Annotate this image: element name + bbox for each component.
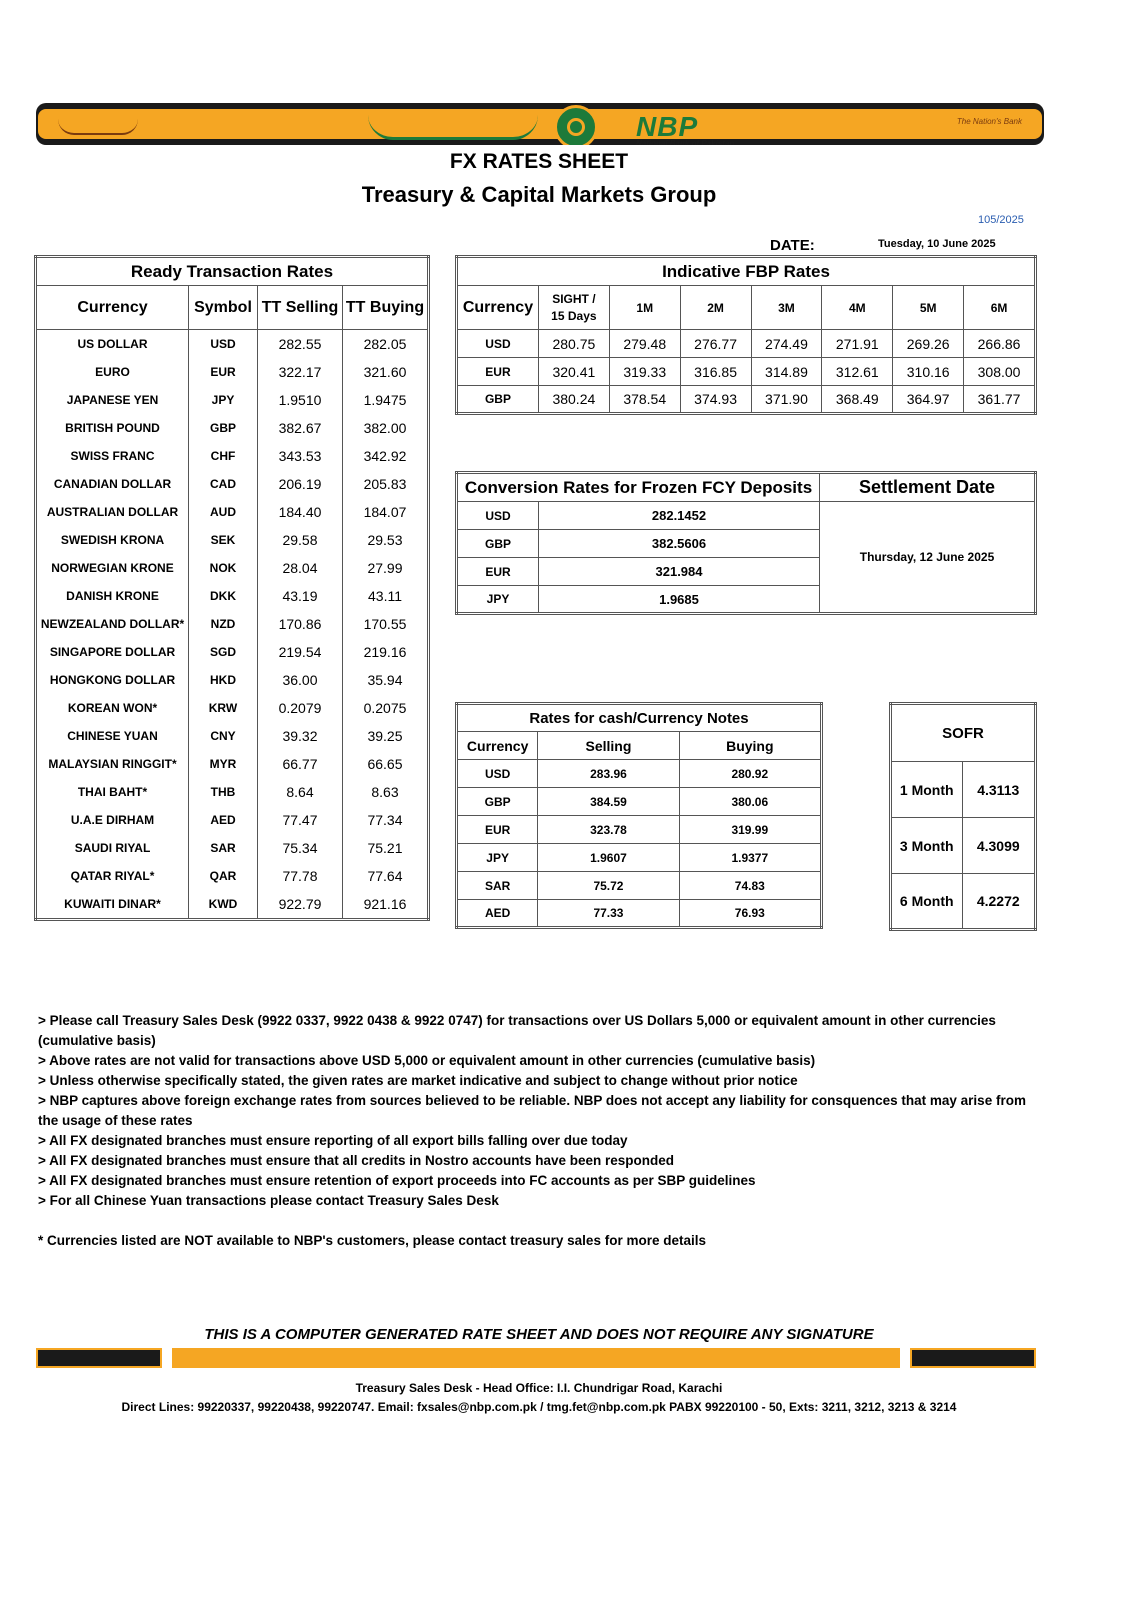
- fbp-rate-value: 308.00: [964, 358, 1036, 386]
- table-row: [457, 330, 1036, 358]
- currency-name: MALAYSIAN RINGGIT*: [36, 750, 189, 778]
- currency-symbol: USD: [189, 330, 258, 359]
- date-label: DATE:: [770, 237, 815, 254]
- table-row: [36, 834, 429, 862]
- tt-selling-value: 322.17: [258, 358, 343, 386]
- cash-selling-value: 1.9607: [538, 844, 679, 872]
- table-row: [36, 750, 429, 778]
- fbp-currency: EUR: [457, 358, 539, 386]
- currency-name: US DOLLAR: [36, 330, 189, 359]
- table-row: [457, 872, 822, 900]
- frozen-row-currency: USD: [457, 502, 539, 530]
- currency-symbol: DKK: [189, 582, 258, 610]
- cash-selling-value: 323.78: [538, 816, 679, 844]
- tt-buying-value: 75.21: [343, 834, 429, 862]
- fbp-rate-value: 319.33: [609, 358, 680, 386]
- tt-buying-value: 27.99: [343, 554, 429, 582]
- note-line: > Please call Treasury Sales Desk (9922 0337, 9922 0438 & 9922 0747) for transactions over US Dollars 5,000 or equivalent amount in other currencies (cumulative basis): [38, 1013, 996, 1048]
- currency-name: JAPANESE YEN: [36, 386, 189, 414]
- currency-name: KOREAN WON*: [36, 694, 189, 722]
- table-row: [36, 694, 429, 722]
- sofr-rate: 4.3113: [962, 762, 1036, 818]
- cash-buying-value: 380.06: [679, 788, 821, 816]
- cash-currency: EUR: [457, 816, 538, 844]
- banner-strip: [38, 109, 1042, 145]
- sofr-tenor: 1 Month: [891, 762, 963, 818]
- table-row: [36, 610, 429, 638]
- tt-buying-value: 205.83: [343, 470, 429, 498]
- cash-buying-value: 319.99: [679, 816, 821, 844]
- tt-selling-value: 184.40: [258, 498, 343, 526]
- date-value: Tuesday, 10 June 2025: [878, 238, 996, 250]
- tt-selling-value: 43.19: [258, 582, 343, 610]
- frozen-row-currency: JPY: [457, 586, 539, 614]
- fbp-col-sight: [538, 286, 609, 330]
- tt-buying-value: 342.92: [343, 442, 429, 470]
- table-row: [36, 470, 429, 498]
- table-row: [36, 526, 429, 554]
- fbp-rate-value: 364.97: [893, 386, 964, 414]
- currency-name: BRITISH POUND: [36, 414, 189, 442]
- fbp-rate-value: 380.24: [538, 386, 609, 414]
- currency-symbol: SGD: [189, 638, 258, 666]
- settlement-title: Settlement Date: [820, 473, 1036, 502]
- fbp-rate-value: 368.49: [822, 386, 893, 414]
- currency-name: SWISS FRANC: [36, 442, 189, 470]
- tt-buying-value: 219.16: [343, 638, 429, 666]
- footer-contacts: Direct Lines: 99220337, 99220438, 99220747. Email: fxsales@nbp.com.pk / tmg.fet@nbp.com.pk PABX 99220100 - 50, Exts: 3211, 3212, 3213 & 3214: [121, 1400, 957, 1414]
- table-row: [457, 900, 822, 928]
- cash-currency: AED: [457, 900, 538, 928]
- fbp-table-title: Indicative FBP Rates: [457, 257, 1036, 286]
- currency-symbol: KWD: [189, 890, 258, 920]
- tt-selling-value: 382.67: [258, 414, 343, 442]
- currency-symbol: EUR: [189, 358, 258, 386]
- fbp-rate-value: 271.91: [822, 330, 893, 358]
- disclaimer: THIS IS A COMPUTER GENERATED RATE SHEET AND DOES NOT REQUIRE ANY SIGNATURE: [204, 1326, 874, 1343]
- fbp-col-1m: 1M: [609, 286, 680, 330]
- footer-bar-middle: [172, 1348, 900, 1368]
- currency-name: QATAR RIYAL*: [36, 862, 189, 890]
- note-line: > For all Chinese Yuan transactions please contact Treasury Sales Desk: [38, 1193, 499, 1208]
- cash-selling-value: 77.33: [538, 900, 679, 928]
- nbp-logo-icon: [554, 105, 598, 145]
- fbp-rate-value: 371.90: [751, 386, 822, 414]
- table-row: [36, 330, 429, 359]
- notes-section: [38, 1011, 1038, 1251]
- sofr-tenor: 3 Month: [891, 818, 963, 874]
- sofr-tenor: 6 Month: [891, 874, 963, 930]
- currency-symbol: CHF: [189, 442, 258, 470]
- tt-buying-value: 382.00: [343, 414, 429, 442]
- fbp-rate-value: 266.86: [964, 330, 1036, 358]
- cash-col-buying: Buying: [679, 732, 821, 760]
- cash-currency: SAR: [457, 872, 538, 900]
- currency-symbol: SAR: [189, 834, 258, 862]
- fbp-rate-value: 280.75: [538, 330, 609, 358]
- fbp-col-sight-line2: 15 Days: [551, 308, 597, 323]
- table-row: [36, 414, 429, 442]
- fbp-currency: USD: [457, 330, 539, 358]
- cash-buying-value: 74.83: [679, 872, 821, 900]
- footer-address: Treasury Sales Desk - Head Office: I.I. Chundrigar Road, Karachi: [355, 1381, 723, 1395]
- tt-buying-value: 184.07: [343, 498, 429, 526]
- sofr-title: SOFR: [891, 704, 1036, 762]
- currency-name: DANISH KRONE: [36, 582, 189, 610]
- cash-col-currency: Currency: [457, 732, 538, 760]
- tt-buying-value: 170.55: [343, 610, 429, 638]
- frozen-fcy-deposits-table: [455, 471, 1037, 615]
- frozen-row-currency: GBP: [457, 530, 539, 558]
- table-row: [891, 818, 1036, 874]
- frozen-table-title: Conversion Rates for Frozen FCY Deposits: [457, 473, 820, 502]
- note-line: > Unless otherwise specifically stated, the given rates are market indicative and subject to change without prior notice: [38, 1073, 798, 1088]
- currency-name: NORWEGIAN KRONE: [36, 554, 189, 582]
- currency-symbol: AED: [189, 806, 258, 834]
- currency-symbol: QAR: [189, 862, 258, 890]
- frozen-row-rate: 1.9685: [539, 586, 820, 614]
- currency-name: THAI BAHT*: [36, 778, 189, 806]
- tt-selling-value: 1.9510: [258, 386, 343, 414]
- tt-selling-value: 36.00: [258, 666, 343, 694]
- page-title: FX RATES SHEET: [449, 150, 629, 173]
- ready-transaction-rates-table: [34, 255, 430, 921]
- fbp-rate-value: 378.54: [609, 386, 680, 414]
- brand-subtitle: National Bank of Pakistan: [636, 139, 735, 145]
- note-line: > All FX designated branches must ensure reporting of all export bills falling over due today: [38, 1133, 628, 1148]
- table-row: [36, 358, 429, 386]
- tagline: The Nation's Bank: [956, 117, 1022, 126]
- sheet-number: 105/2025: [978, 214, 1024, 226]
- fbp-col-4m: 4M: [822, 286, 893, 330]
- currency-name: SWEDISH KRONA: [36, 526, 189, 554]
- table-row: [36, 554, 429, 582]
- fbp-rate-value: 274.49: [751, 330, 822, 358]
- table-row: [36, 806, 429, 834]
- table-row: [891, 874, 1036, 930]
- urdu-logotype: [368, 115, 538, 140]
- table-row: [457, 816, 822, 844]
- fbp-rate-value: 269.26: [893, 330, 964, 358]
- fbp-currency: GBP: [457, 386, 539, 414]
- table-row: [36, 386, 429, 414]
- tt-buying-value: 0.2075: [343, 694, 429, 722]
- fbp-col-sight-line1: SIGHT /: [552, 291, 596, 306]
- page-subtitle: Treasury & Capital Markets Group: [361, 182, 717, 207]
- currency-name: NEWZEALAND DOLLAR*: [36, 610, 189, 638]
- fbp-col-2m: 2M: [680, 286, 751, 330]
- cash-currency: JPY: [457, 844, 538, 872]
- currency-name: U.A.E DIRHAM: [36, 806, 189, 834]
- fbp-rate-value: 279.48: [609, 330, 680, 358]
- currency-name: KUWAITI DINAR*: [36, 890, 189, 920]
- table-row: [36, 722, 429, 750]
- fbp-col-currency: Currency: [457, 286, 539, 330]
- tt-buying-value: 77.34: [343, 806, 429, 834]
- note-line: > NBP captures above foreign exchange rates from sources believed to be reliable. NBP does not accept any liability for consquences that may arise from the usage of these rates: [38, 1093, 1026, 1128]
- col-currency: Currency: [36, 286, 189, 330]
- currency-symbol: NZD: [189, 610, 258, 638]
- table-row: [891, 762, 1036, 818]
- tt-buying-value: 921.16: [343, 890, 429, 920]
- table-row: [457, 358, 1036, 386]
- note-line: > All FX designated branches must ensure that all credits in Nostro accounts have been responded: [38, 1153, 675, 1168]
- note-line: > All FX designated branches must ensure retention of export proceeds into FC accounts as per SBP guidelines: [38, 1173, 756, 1188]
- frozen-row-rate: 382.5606: [539, 530, 820, 558]
- tt-selling-value: 8.64: [258, 778, 343, 806]
- table-row: [457, 844, 822, 872]
- fbp-rate-value: 316.85: [680, 358, 751, 386]
- col-symbol: Symbol: [189, 286, 258, 330]
- fbp-col-5m: 5M: [893, 286, 964, 330]
- currency-symbol: GBP: [189, 414, 258, 442]
- tt-selling-value: 66.77: [258, 750, 343, 778]
- fbp-col-3m: 3M: [751, 286, 822, 330]
- currency-name: CANADIAN DOLLAR: [36, 470, 189, 498]
- fbp-rate-value: 312.61: [822, 358, 893, 386]
- currency-symbol: JPY: [189, 386, 258, 414]
- tt-selling-value: 75.34: [258, 834, 343, 862]
- tt-selling-value: 922.79: [258, 890, 343, 920]
- cash-selling-value: 384.59: [538, 788, 679, 816]
- tt-selling-value: 170.86: [258, 610, 343, 638]
- tt-selling-value: 39.32: [258, 722, 343, 750]
- table-row: [457, 788, 822, 816]
- table-row: [457, 760, 822, 788]
- currency-symbol: MYR: [189, 750, 258, 778]
- currency-symbol: NOK: [189, 554, 258, 582]
- cash-selling-value: 283.96: [538, 760, 679, 788]
- currency-name: CHINESE YUAN: [36, 722, 189, 750]
- table-row: [457, 386, 1036, 414]
- footer-bar-left: [36, 1348, 162, 1368]
- settlement-date: Thursday, 12 June 2025: [820, 502, 1036, 614]
- sofr-rate: 4.3099: [962, 818, 1036, 874]
- currency-name: EURO: [36, 358, 189, 386]
- sofr-table: [889, 702, 1037, 931]
- tt-selling-value: 343.53: [258, 442, 343, 470]
- table-row: [36, 582, 429, 610]
- currency-name: SAUDI RIYAL: [36, 834, 189, 862]
- fbp-rate-value: 374.93: [680, 386, 751, 414]
- table-row: [36, 890, 429, 920]
- currency-symbol: CNY: [189, 722, 258, 750]
- tt-buying-value: 282.05: [343, 330, 429, 359]
- tt-buying-value: 321.60: [343, 358, 429, 386]
- fbp-rate-value: 361.77: [964, 386, 1036, 414]
- tt-selling-value: 29.58: [258, 526, 343, 554]
- fbp-rate-value: 320.41: [538, 358, 609, 386]
- spacer: [38, 1211, 1038, 1231]
- currency-symbol: HKD: [189, 666, 258, 694]
- tt-selling-value: 77.47: [258, 806, 343, 834]
- ready-table-title: Ready Transaction Rates: [36, 257, 429, 286]
- table-row: [36, 442, 429, 470]
- cash-table-title: Rates for cash/Currency Notes: [457, 704, 822, 732]
- note-line: > Above rates are not valid for transactions above USD 5,000 or equivalent amount in other currencies (cumulative basis): [38, 1053, 816, 1068]
- tt-selling-value: 77.78: [258, 862, 343, 890]
- brand-name: NBP: [636, 111, 699, 142]
- tt-buying-value: 8.63: [343, 778, 429, 806]
- fbp-rate-value: 276.77: [680, 330, 751, 358]
- currency-name: AUSTRALIAN DOLLAR: [36, 498, 189, 526]
- table-row: [36, 862, 429, 890]
- frozen-row-rate: 321.984: [539, 558, 820, 586]
- cash-buying-value: 76.93: [679, 900, 821, 928]
- sofr-rate: 4.2272: [962, 874, 1036, 930]
- cash-currency: GBP: [457, 788, 538, 816]
- frozen-row-currency: EUR: [457, 558, 539, 586]
- currency-name: SINGAPORE DOLLAR: [36, 638, 189, 666]
- tt-selling-value: 28.04: [258, 554, 343, 582]
- currency-symbol: CAD: [189, 470, 258, 498]
- fbp-rate-value: 310.16: [893, 358, 964, 386]
- fbp-rate-value: 314.89: [751, 358, 822, 386]
- currency-symbol: KRW: [189, 694, 258, 722]
- table-row: [36, 498, 429, 526]
- col-tt-buying: TT Buying: [343, 286, 429, 330]
- fbp-col-6m: 6M: [964, 286, 1036, 330]
- tt-buying-value: 39.25: [343, 722, 429, 750]
- tt-selling-value: 206.19: [258, 470, 343, 498]
- currency-symbol: AUD: [189, 498, 258, 526]
- asterisk-note: * Currencies listed are NOT available to NBP's customers, please contact treasury sales for more details: [38, 1233, 706, 1248]
- tt-selling-value: 0.2079: [258, 694, 343, 722]
- cash-currency-notes-table: [455, 702, 823, 929]
- tt-selling-value: 282.55: [258, 330, 343, 359]
- currency-name: HONGKONG DOLLAR: [36, 666, 189, 694]
- tt-selling-value: 219.54: [258, 638, 343, 666]
- left-logo-mark: [58, 119, 138, 135]
- tt-buying-value: 1.9475: [343, 386, 429, 414]
- tt-buying-value: 29.53: [343, 526, 429, 554]
- tt-buying-value: 66.65: [343, 750, 429, 778]
- col-tt-selling: TT Selling: [258, 286, 343, 330]
- currency-symbol: THB: [189, 778, 258, 806]
- tt-buying-value: 35.94: [343, 666, 429, 694]
- header-banner: [36, 103, 1044, 145]
- table-row: [36, 666, 429, 694]
- currency-symbol: SEK: [189, 526, 258, 554]
- cash-buying-value: 280.92: [679, 760, 821, 788]
- footer-bar-right: [910, 1348, 1036, 1368]
- cash-currency: USD: [457, 760, 538, 788]
- table-row: [36, 638, 429, 666]
- table-row: [36, 778, 429, 806]
- frozen-row-rate: 282.1452: [539, 502, 820, 530]
- indicative-fbp-rates-table: [455, 255, 1037, 415]
- cash-col-selling: Selling: [538, 732, 679, 760]
- cash-buying-value: 1.9377: [679, 844, 821, 872]
- tt-buying-value: 77.64: [343, 862, 429, 890]
- tt-buying-value: 43.11: [343, 582, 429, 610]
- cash-selling-value: 75.72: [538, 872, 679, 900]
